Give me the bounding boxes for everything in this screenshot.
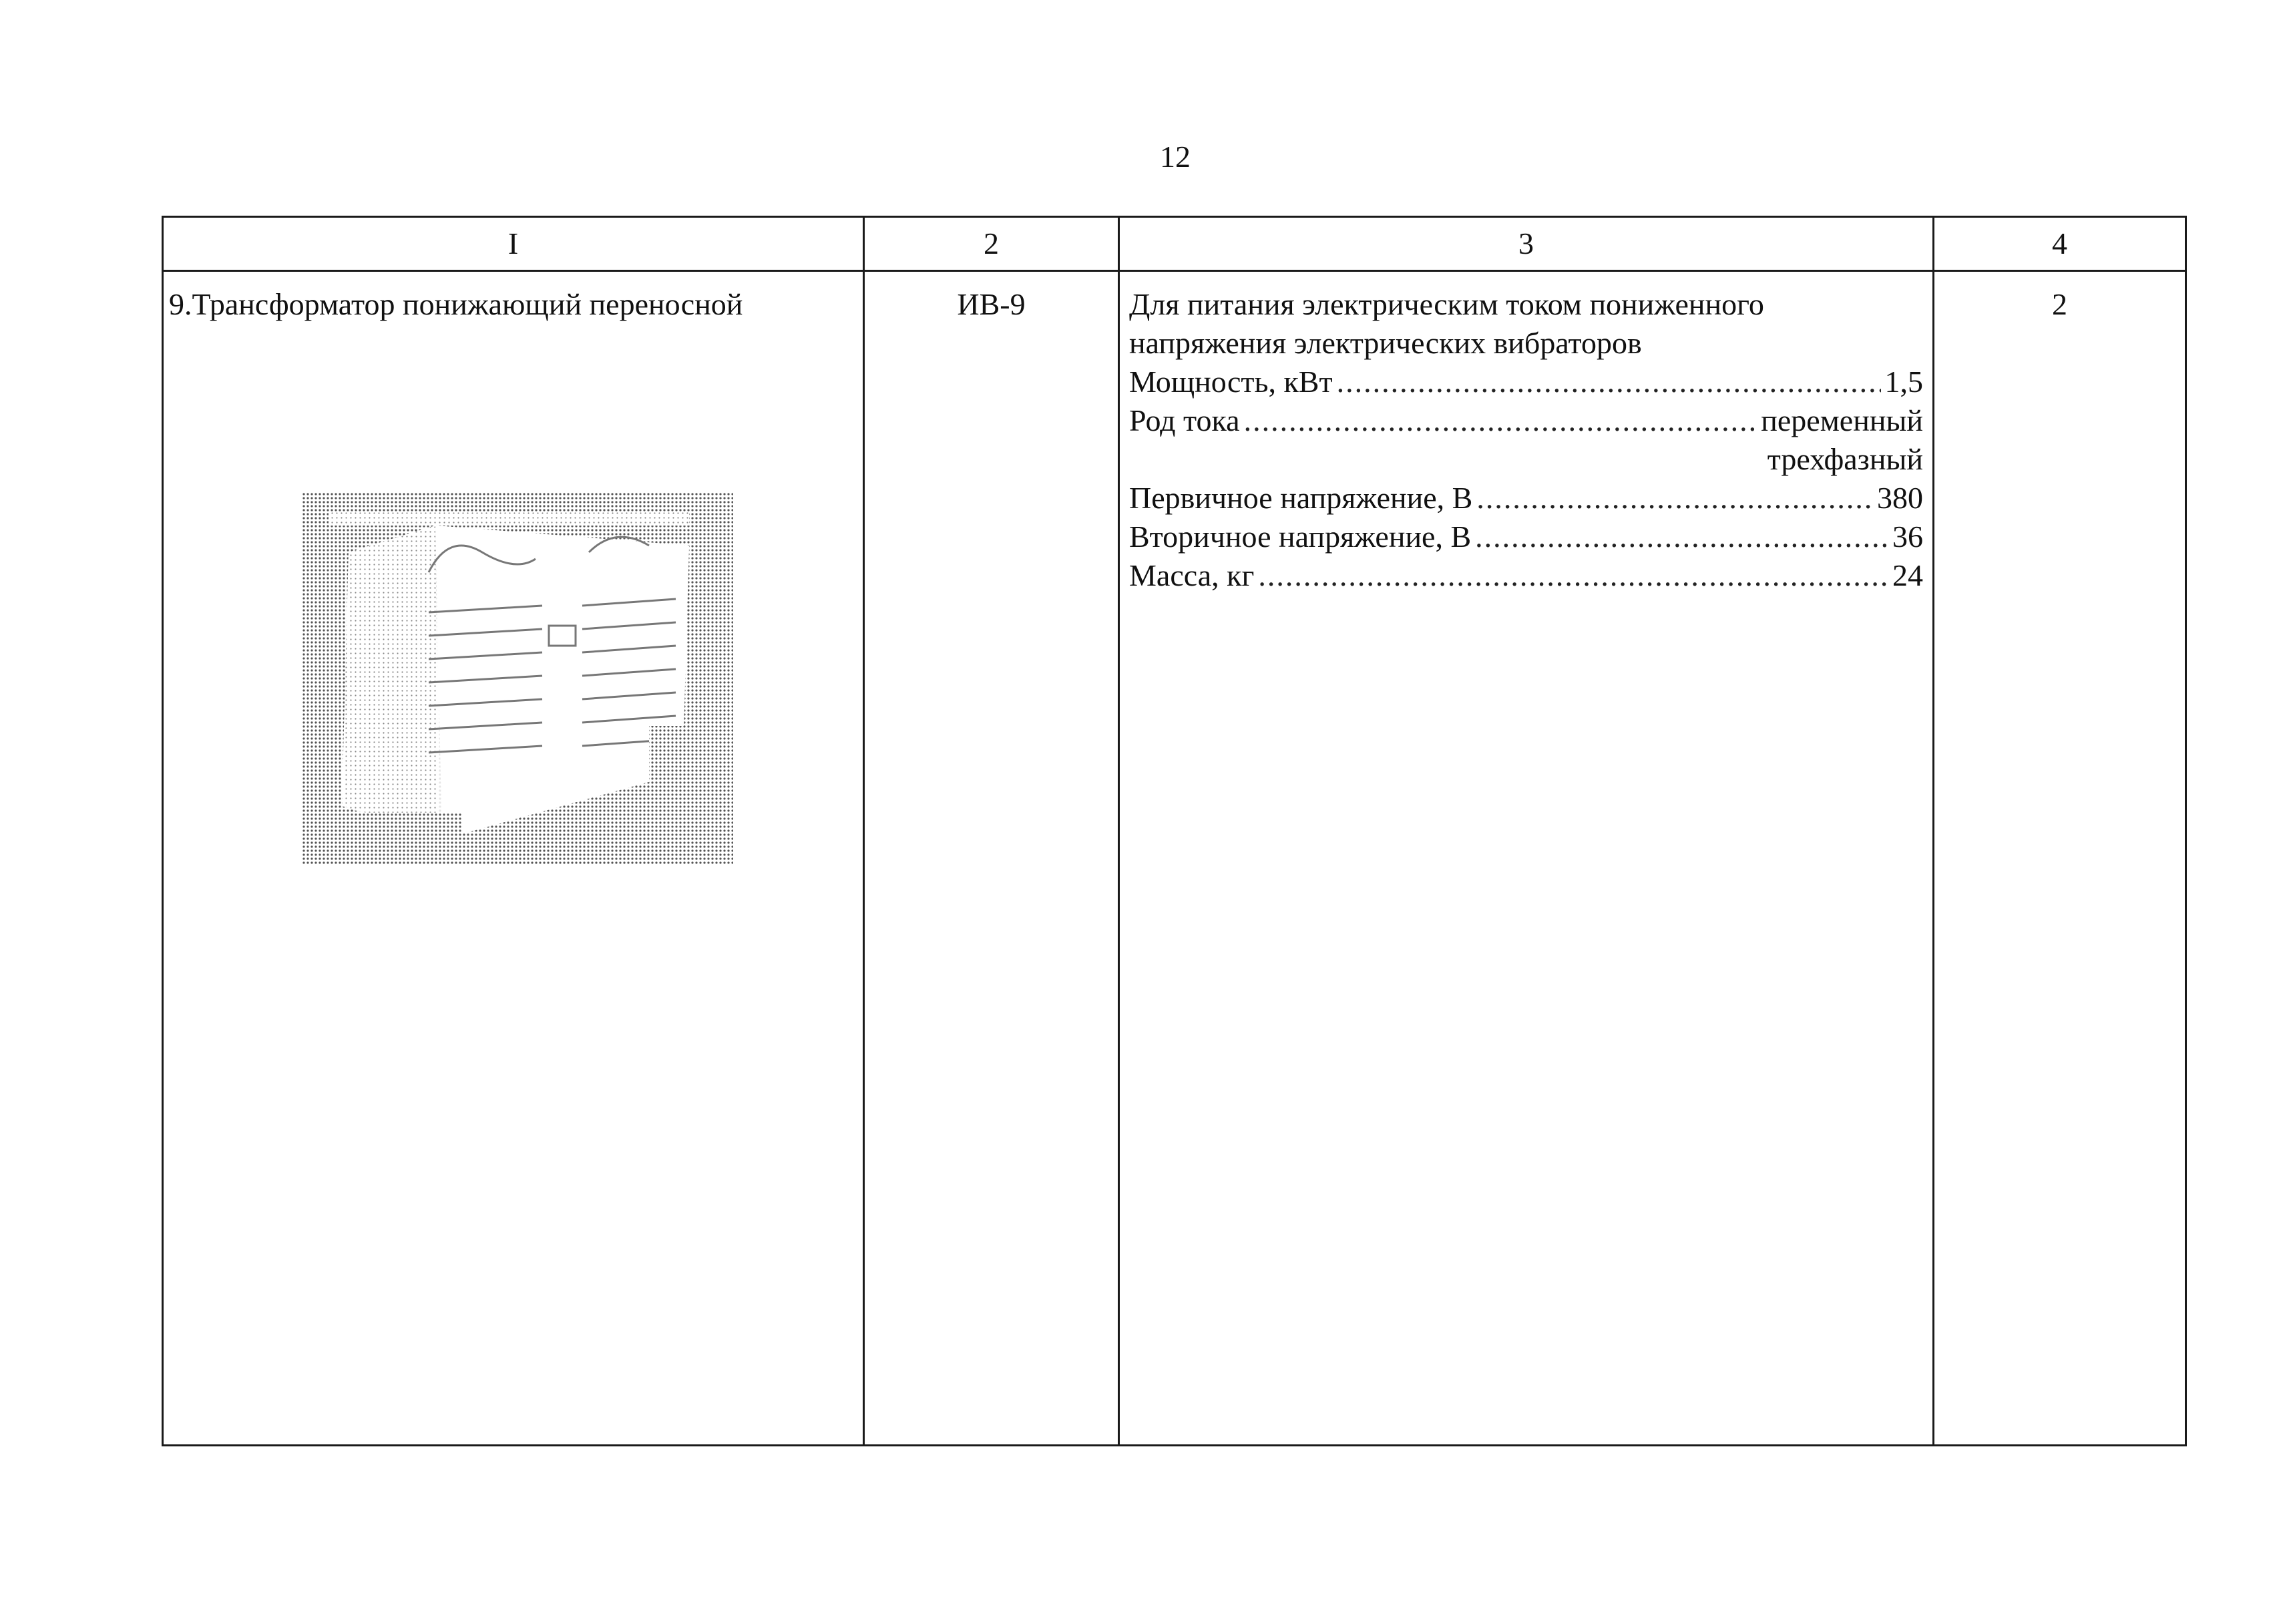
spec-label: Вторичное напряжение, В bbox=[1129, 520, 1472, 554]
leader-dots bbox=[1337, 363, 1881, 401]
spec-mass bbox=[1129, 556, 1923, 595]
spec-continuation: трехфазный bbox=[1767, 442, 1923, 476]
spec-label: Первичное напряжение, В bbox=[1129, 481, 1473, 515]
spec-label: Род тока bbox=[1129, 403, 1240, 437]
spec-label: Мощность, кВт bbox=[1129, 365, 1333, 399]
equipment-name-cell bbox=[163, 271, 864, 1446]
spec-primary-voltage bbox=[1129, 479, 1923, 518]
purpose-line-1: Для питания электрическим током пониженного bbox=[1129, 287, 1764, 321]
spec-label: Масса, кг bbox=[1129, 558, 1255, 592]
equipment-table bbox=[162, 216, 2187, 1446]
spec-value: 24 bbox=[1892, 558, 1923, 592]
leader-dots bbox=[1476, 479, 1873, 518]
spec-current-type bbox=[1129, 401, 1923, 440]
leader-dots bbox=[1475, 518, 1888, 556]
purpose-line-2: напряжения электрических вибраторов bbox=[1129, 326, 1642, 360]
table-header-row bbox=[163, 217, 2186, 271]
page-number: 12 bbox=[1160, 140, 1191, 174]
spec-value: переменный bbox=[1761, 403, 1923, 437]
table-row bbox=[163, 271, 2186, 1446]
leader-dots bbox=[1258, 556, 1888, 595]
header-col-4: 4 bbox=[1934, 217, 2186, 271]
transformer-photo-icon bbox=[302, 492, 733, 865]
spec-value: 380 bbox=[1877, 481, 1923, 515]
header-col-3: 3 bbox=[1119, 217, 1934, 271]
spec-secondary-voltage bbox=[1129, 518, 1923, 556]
header-col-1: I bbox=[163, 217, 864, 271]
description-cell bbox=[1119, 271, 1934, 1446]
equipment-name: 9.Трансформатор понижающий переносной bbox=[169, 287, 743, 321]
spec-value: 36 bbox=[1892, 520, 1923, 554]
leader-dots bbox=[1244, 401, 1757, 440]
quantity-cell bbox=[1934, 271, 2186, 1446]
spec-value: 1,5 bbox=[1884, 365, 1923, 399]
header-col-2: 2 bbox=[864, 217, 1119, 271]
model-code: ИВ-9 bbox=[957, 287, 1026, 321]
quantity-value: 2 bbox=[2052, 287, 2067, 321]
model-cell bbox=[864, 271, 1119, 1446]
spec-power bbox=[1129, 363, 1923, 401]
